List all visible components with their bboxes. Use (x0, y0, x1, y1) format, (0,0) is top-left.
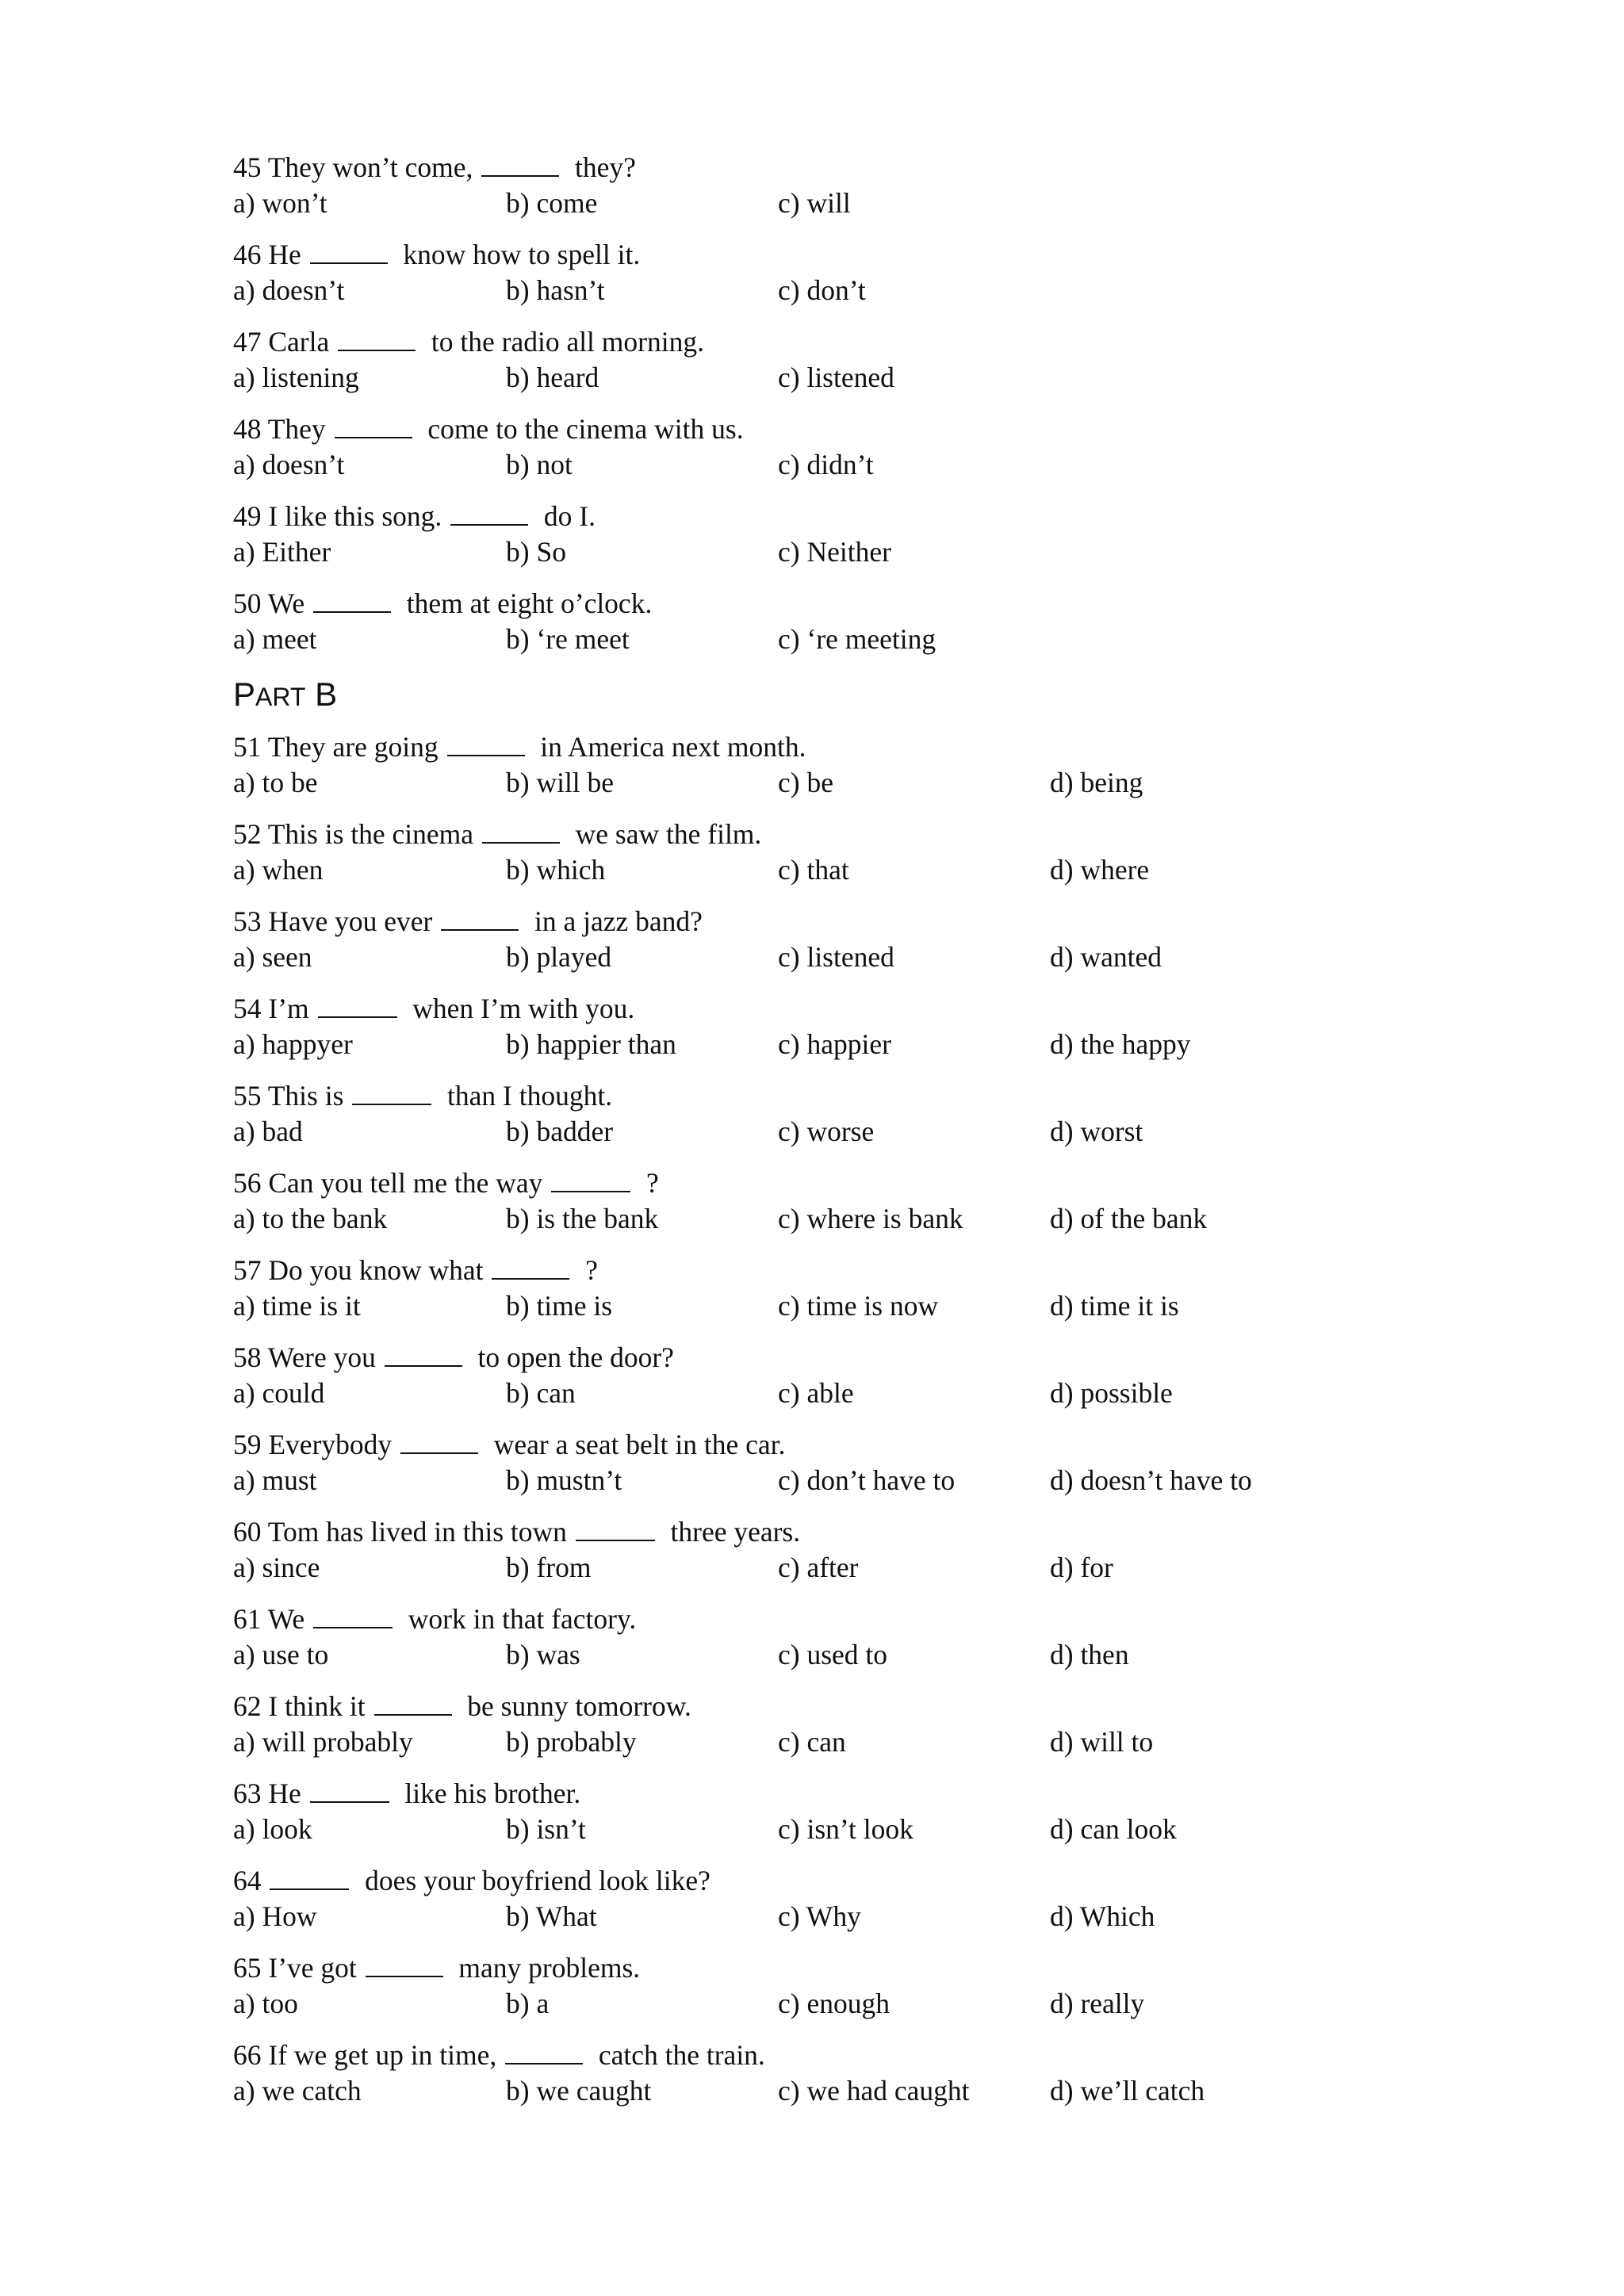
answer-option-d: d) doesn’t have to (1050, 1464, 1252, 1496)
question-56 (233, 1165, 1423, 1236)
answer-blank (441, 905, 519, 931)
answer-blank (481, 151, 559, 177)
answer-option-c: c) ‘re meeting (778, 623, 936, 655)
stem-text-before: Do you know what (268, 1254, 484, 1286)
answer-blank (505, 2039, 583, 2064)
answer-option-a: a) bad (233, 1115, 303, 1147)
question-stem (233, 585, 1423, 622)
answer-option-c: c) where is bank (778, 1203, 963, 1234)
answer-options (233, 1986, 1423, 2021)
stem-text-before: I like this song. (268, 500, 442, 532)
answer-option-a: a) when (233, 854, 324, 886)
answer-option-a: a) time is it (233, 1290, 361, 1322)
answer-option-c: c) enough (778, 1988, 890, 2019)
question-50 (233, 585, 1423, 656)
question-64 (233, 1862, 1423, 1934)
answer-option-c: c) Why (778, 1900, 861, 1932)
answer-option-a: a) must (233, 1464, 317, 1496)
answer-options (233, 622, 1423, 656)
question-number: 64 (233, 1865, 262, 1896)
question-number: 58 (233, 1341, 262, 1373)
answer-option-a: a) won’t (233, 187, 327, 219)
stem-text-after: in a jazz band? (534, 905, 703, 937)
worksheet-content (233, 149, 1423, 2124)
answer-option-a: a) too (233, 1988, 298, 2019)
stem-text-before: Were you (267, 1341, 376, 1373)
answer-options (233, 1899, 1423, 1934)
question-49 (233, 498, 1423, 569)
answer-blank (447, 731, 525, 756)
answer-option-a: a) happyer (233, 1028, 353, 1060)
answer-blank (366, 1952, 443, 1977)
question-stem (233, 903, 1423, 939)
answer-options (233, 939, 1423, 974)
answer-option-b: b) What (506, 1900, 597, 1932)
answer-option-c: c) listened (778, 941, 894, 973)
question-stem (233, 2037, 1423, 2073)
stem-text-before: Everybody (268, 1429, 393, 1460)
answer-option-d: d) possible (1050, 1377, 1173, 1409)
part-b-heading (233, 672, 1423, 719)
answer-option-d: d) of the bank (1050, 1203, 1208, 1234)
stem-text-after: be sunny tomorrow. (467, 1690, 691, 1722)
answer-blank (313, 587, 391, 613)
stem-text-after: than I thought. (447, 1080, 613, 1112)
answer-options (233, 1288, 1423, 1323)
question-57 (233, 1252, 1423, 1323)
answer-option-b: b) played (506, 941, 612, 973)
part-a-questions (233, 149, 1423, 656)
stem-text-before: They (267, 413, 326, 445)
answer-option-b: b) was (506, 1639, 580, 1670)
answer-blank (313, 1603, 393, 1628)
stem-text-before: We (267, 1603, 305, 1635)
question-number: 66 (233, 2039, 262, 2071)
answer-option-c: c) can (778, 1726, 846, 1758)
answer-option-c: c) happier (778, 1028, 891, 1060)
answer-blank (400, 1429, 478, 1454)
answer-option-a: a) seen (233, 941, 312, 973)
answer-option-c: c) able (778, 1377, 854, 1409)
question-number: 50 (233, 587, 262, 619)
question-60 (233, 1513, 1423, 1585)
stem-text-after: to open the door? (477, 1341, 674, 1373)
answer-option-b: b) a (506, 1988, 550, 2019)
question-number: 48 (233, 413, 262, 445)
answer-option-b: b) which (506, 854, 606, 886)
answer-option-a: a) to be (233, 767, 318, 798)
question-number: 60 (233, 1516, 262, 1548)
answer-option-d: d) being (1050, 767, 1143, 798)
answer-options (233, 447, 1423, 482)
answer-option-b: b) happier than (506, 1028, 676, 1060)
answer-options (233, 1550, 1423, 1585)
question-stem (233, 816, 1423, 852)
question-number: 59 (233, 1429, 262, 1460)
question-stem (233, 1862, 1423, 1899)
question-stem (233, 323, 1423, 360)
question-stem (233, 990, 1423, 1027)
question-55 (233, 1077, 1423, 1149)
question-61 (233, 1601, 1423, 1672)
answer-option-d: d) worst (1050, 1115, 1143, 1147)
answer-blank (318, 993, 397, 1018)
question-58 (233, 1339, 1423, 1410)
answer-option-b: b) mustn’t (506, 1464, 622, 1496)
answer-options (233, 1376, 1423, 1410)
answer-blank (352, 1080, 431, 1105)
answer-options (233, 1114, 1423, 1149)
question-number: 51 (233, 731, 262, 763)
question-stem (233, 411, 1423, 447)
stem-text-before: Tom has lived in this town (267, 1516, 567, 1548)
question-stem (233, 149, 1423, 186)
question-stem (233, 1950, 1423, 1986)
part-b-questions (233, 729, 1423, 2108)
stem-text-before: He (268, 1777, 301, 1809)
answer-option-b: b) time is (506, 1290, 613, 1322)
answer-blank (492, 1254, 569, 1280)
answer-option-d: d) we’ll catch (1050, 2075, 1205, 2107)
part-b-heading-smallcaps: ART (255, 683, 306, 711)
question-number: 65 (233, 1952, 262, 1984)
stem-text-after: we saw the film. (575, 818, 762, 850)
question-stem (233, 1426, 1423, 1463)
question-stem (233, 1601, 1423, 1637)
answer-option-b: b) from (506, 1552, 592, 1583)
answer-option-a: a) meet (233, 623, 317, 655)
answer-option-c: c) will (778, 187, 851, 219)
answer-option-a: a) Either (233, 536, 331, 568)
question-48 (233, 411, 1423, 482)
stem-text-before: They won’t come, (267, 151, 473, 183)
answer-option-b: b) is the bank (506, 1203, 659, 1234)
question-stem (233, 1775, 1423, 1812)
answer-option-d: d) will to (1050, 1726, 1154, 1758)
stem-text-before: They are going (267, 731, 439, 763)
answer-blank (450, 500, 528, 526)
answer-option-a: a) use to (233, 1639, 329, 1670)
answer-options (233, 534, 1423, 569)
question-stem (233, 1688, 1423, 1724)
question-stem (233, 1252, 1423, 1288)
question-number: 57 (233, 1254, 262, 1286)
question-number: 46 (233, 239, 262, 270)
question-number: 62 (233, 1690, 262, 1722)
answer-option-d: d) the happy (1050, 1028, 1191, 1060)
answer-options (233, 2073, 1423, 2108)
question-stem (233, 236, 1423, 273)
question-number: 47 (233, 326, 262, 358)
answer-option-a: a) to the bank (233, 1203, 388, 1234)
question-stem (233, 1165, 1423, 1201)
stem-text-after: catch the train. (598, 2039, 765, 2071)
question-52 (233, 816, 1423, 887)
answer-option-d: d) can look (1050, 1813, 1177, 1845)
answer-option-a: a) look (233, 1813, 312, 1845)
answer-option-c: c) isn’t look (778, 1813, 914, 1845)
answer-option-c: c) listened (778, 362, 894, 393)
answer-option-a: a) could (233, 1377, 325, 1409)
answer-blank (482, 818, 560, 844)
stem-text-after: does your boyfriend look like? (365, 1865, 710, 1896)
answer-option-d: d) wanted (1050, 941, 1162, 973)
answer-option-c: c) didn’t (778, 449, 874, 480)
stem-text-after: they? (574, 151, 636, 183)
question-53 (233, 903, 1423, 974)
answer-option-b: b) will be (506, 767, 615, 798)
question-number: 53 (233, 905, 262, 937)
answer-option-b: b) we caught (506, 2075, 652, 2107)
part-b-heading-letter: B (315, 675, 338, 713)
stem-text-before: I’ve got (268, 1952, 357, 1984)
answer-option-a: a) How (233, 1900, 317, 1932)
answer-blank (385, 1341, 462, 1367)
answer-option-d: d) really (1050, 1988, 1145, 2019)
stem-text-after: come to the cinema with us. (427, 413, 744, 445)
stem-text-before: Can you tell me the way (268, 1167, 543, 1199)
answer-option-b: b) not (506, 449, 573, 480)
question-number: 45 (233, 151, 262, 183)
answer-options (233, 273, 1423, 308)
answer-option-b: b) come (506, 187, 598, 219)
answer-option-b: b) So (506, 536, 566, 568)
stem-text-after: ? (585, 1254, 598, 1286)
stem-text-after: wear a seat belt in the car. (493, 1429, 786, 1460)
question-59 (233, 1426, 1423, 1498)
question-51 (233, 729, 1423, 800)
answer-option-b: b) probably (506, 1726, 637, 1758)
answer-option-a: a) we catch (233, 2075, 362, 2107)
answer-option-c: c) time is now (778, 1290, 939, 1322)
part-b-heading-initial: P (233, 675, 256, 713)
question-63 (233, 1775, 1423, 1846)
answer-option-c: c) don’t have to (778, 1464, 956, 1496)
stem-text-before: Carla (268, 326, 330, 358)
question-number: 56 (233, 1167, 262, 1199)
stem-text-after: know how to spell it. (403, 239, 641, 270)
answer-option-b: b) heard (506, 362, 599, 393)
answer-blank (551, 1167, 630, 1192)
question-number: 49 (233, 500, 262, 532)
question-62 (233, 1688, 1423, 1759)
answer-option-a: a) doesn’t (233, 274, 345, 306)
stem-text-after: many problems. (458, 1952, 641, 1984)
stem-text-after: like his brother. (404, 1777, 581, 1809)
stem-text-after: do I. (543, 500, 596, 532)
answer-option-b: b) isn’t (506, 1813, 586, 1845)
answer-option-d: d) Which (1050, 1900, 1155, 1932)
question-54 (233, 990, 1423, 1062)
answer-options (233, 765, 1423, 800)
answer-option-a: a) will probably (233, 1726, 413, 1758)
stem-text-before: He (268, 239, 301, 270)
answer-blank (310, 239, 388, 264)
question-stem (233, 1339, 1423, 1376)
stem-text-before: We (267, 587, 305, 619)
answer-option-c: c) we had caught (778, 2075, 970, 2107)
answer-options (233, 1463, 1423, 1498)
answer-option-b: b) ‘re meet (506, 623, 630, 655)
answer-option-d: d) where (1050, 854, 1150, 886)
question-number: 55 (233, 1080, 262, 1112)
answer-option-d: d) for (1050, 1552, 1113, 1583)
stem-text-before: I think it (268, 1690, 366, 1722)
question-47 (233, 323, 1423, 395)
answer-option-b: b) badder (506, 1115, 614, 1147)
answer-blank (576, 1516, 655, 1541)
stem-text-before: If we get up in time, (268, 2039, 497, 2071)
answer-option-c: c) don’t (778, 274, 866, 306)
answer-option-d: d) time it is (1050, 1290, 1179, 1322)
answer-blank (338, 326, 416, 351)
answer-option-a: a) doesn’t (233, 449, 345, 480)
question-stem (233, 729, 1423, 765)
answer-option-c: c) used to (778, 1639, 888, 1670)
answer-options (233, 1637, 1423, 1672)
stem-text-before: This is the cinema (267, 818, 474, 850)
stem-text-after: them at eight o’clock. (406, 587, 653, 619)
stem-text-after: when I’m with you. (412, 993, 635, 1024)
question-stem (233, 1077, 1423, 1114)
question-66 (233, 2037, 1423, 2108)
stem-text-before: Have you ever (268, 905, 433, 937)
question-45 (233, 149, 1423, 220)
answer-options (233, 1724, 1423, 1759)
answer-option-a: a) listening (233, 362, 359, 393)
answer-option-d: d) then (1050, 1639, 1129, 1670)
answer-options (233, 360, 1423, 395)
question-number: 54 (233, 993, 262, 1024)
question-stem (233, 498, 1423, 534)
answer-options (233, 186, 1423, 220)
stem-text-after: to the radio all morning. (431, 326, 704, 358)
question-stem (233, 1513, 1423, 1550)
answer-option-c: c) be (778, 767, 833, 798)
stem-text-after: three years. (670, 1516, 801, 1548)
answer-option-c: c) Neither (778, 536, 891, 568)
question-number: 61 (233, 1603, 262, 1635)
answer-options (233, 1027, 1423, 1062)
answer-option-c: c) that (778, 854, 849, 886)
question-number: 52 (233, 818, 262, 850)
answer-blank (335, 413, 412, 438)
answer-options (233, 1812, 1423, 1846)
answer-option-c: c) worse (778, 1115, 875, 1147)
question-number: 63 (233, 1777, 262, 1809)
question-46 (233, 236, 1423, 308)
stem-text-before: This is (267, 1080, 344, 1112)
answer-option-b: b) can (506, 1377, 576, 1409)
answer-option-a: a) since (233, 1552, 320, 1583)
answer-options (233, 852, 1423, 887)
answer-option-b: b) hasn’t (506, 274, 605, 306)
stem-text-after: in America next month. (540, 731, 806, 763)
stem-text-after: ? (646, 1167, 659, 1199)
answer-blank (374, 1690, 452, 1716)
answer-blank (310, 1777, 389, 1803)
stem-text-after: work in that factory. (408, 1603, 637, 1635)
answer-blank (270, 1865, 349, 1890)
question-65 (233, 1950, 1423, 2021)
answer-options (233, 1201, 1423, 1236)
stem-text-before: I’m (268, 993, 309, 1024)
answer-option-c: c) after (778, 1552, 859, 1583)
